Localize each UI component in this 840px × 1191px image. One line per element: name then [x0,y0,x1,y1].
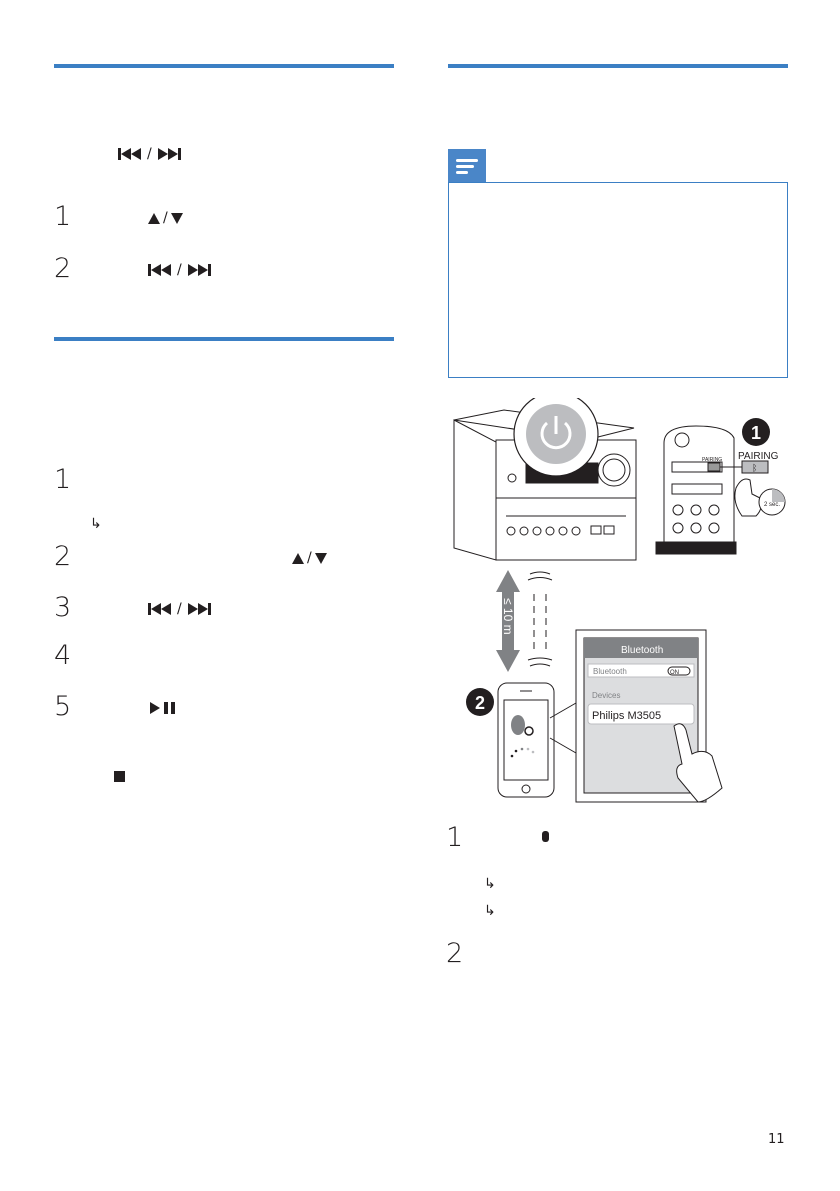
page-number: 11 [768,1132,785,1147]
smartphone-drawing [498,683,576,797]
next-icon [185,264,211,276]
step-number: 2 [54,541,72,572]
step-number: 4 [54,640,72,671]
toggle-state: ON [670,670,679,676]
step-badge-2 [466,688,494,716]
up-down-symbols: / [148,211,183,225]
intro-prev-next-symbols: / [118,147,181,161]
svg-text:1: 1 [751,423,762,443]
up-icon [148,213,160,224]
distance-label: ≤ 10 m [501,598,515,635]
result-arrow: ↳ [90,516,102,532]
step-number: 2 [446,938,464,969]
prev-icon [118,148,144,160]
step-number: 3 [54,592,72,623]
svg-text:2: 2 [475,693,486,713]
step-badge-1 [742,418,770,446]
section-rule-top-left [54,64,394,68]
step-number: 1 [54,201,72,232]
prev-icon [148,603,174,615]
up-icon [292,553,304,564]
devices-label: Devices [592,691,621,700]
step-number: 1 [54,464,72,495]
prev-icon [148,264,174,276]
bluetooth-icon: ᛒ [752,464,758,474]
pairing-label-small: PAIRING [702,457,723,463]
up-down-symbols: / [292,551,327,565]
prev-next-symbols: / [148,602,211,616]
step-number: 2 [54,253,72,284]
device-name: Philips M3505 [592,710,662,722]
step-number: 5 [54,691,72,722]
play-pause-symbol [150,701,178,715]
bluetooth-icon [542,831,549,842]
section-rule-mid-left [54,337,394,341]
remote-control-drawing [656,426,736,554]
prev-next-symbols: / [148,263,211,277]
section-rule-top-right [448,64,788,68]
next-icon [155,148,181,160]
step-number: 1 [446,822,464,853]
bluetooth-toggle-label: Bluetooth [593,667,627,676]
pairing-label: PAIRING [738,451,779,462]
note-icon [448,149,486,183]
note-box [448,182,788,378]
down-icon [171,213,183,224]
next-icon [185,603,211,615]
stop-icon [114,771,125,782]
result-arrow: ↳ [484,903,496,919]
result-arrow: ↳ [484,876,496,892]
play-pause-icon [150,702,178,714]
bluetooth-settings-callout [576,630,722,802]
down-icon [315,553,327,564]
hold-time-label: 2 sec. [764,502,781,508]
distance-arrow [496,570,552,672]
pairing-illustration [446,398,786,808]
screen-header: Bluetooth [621,645,664,656]
